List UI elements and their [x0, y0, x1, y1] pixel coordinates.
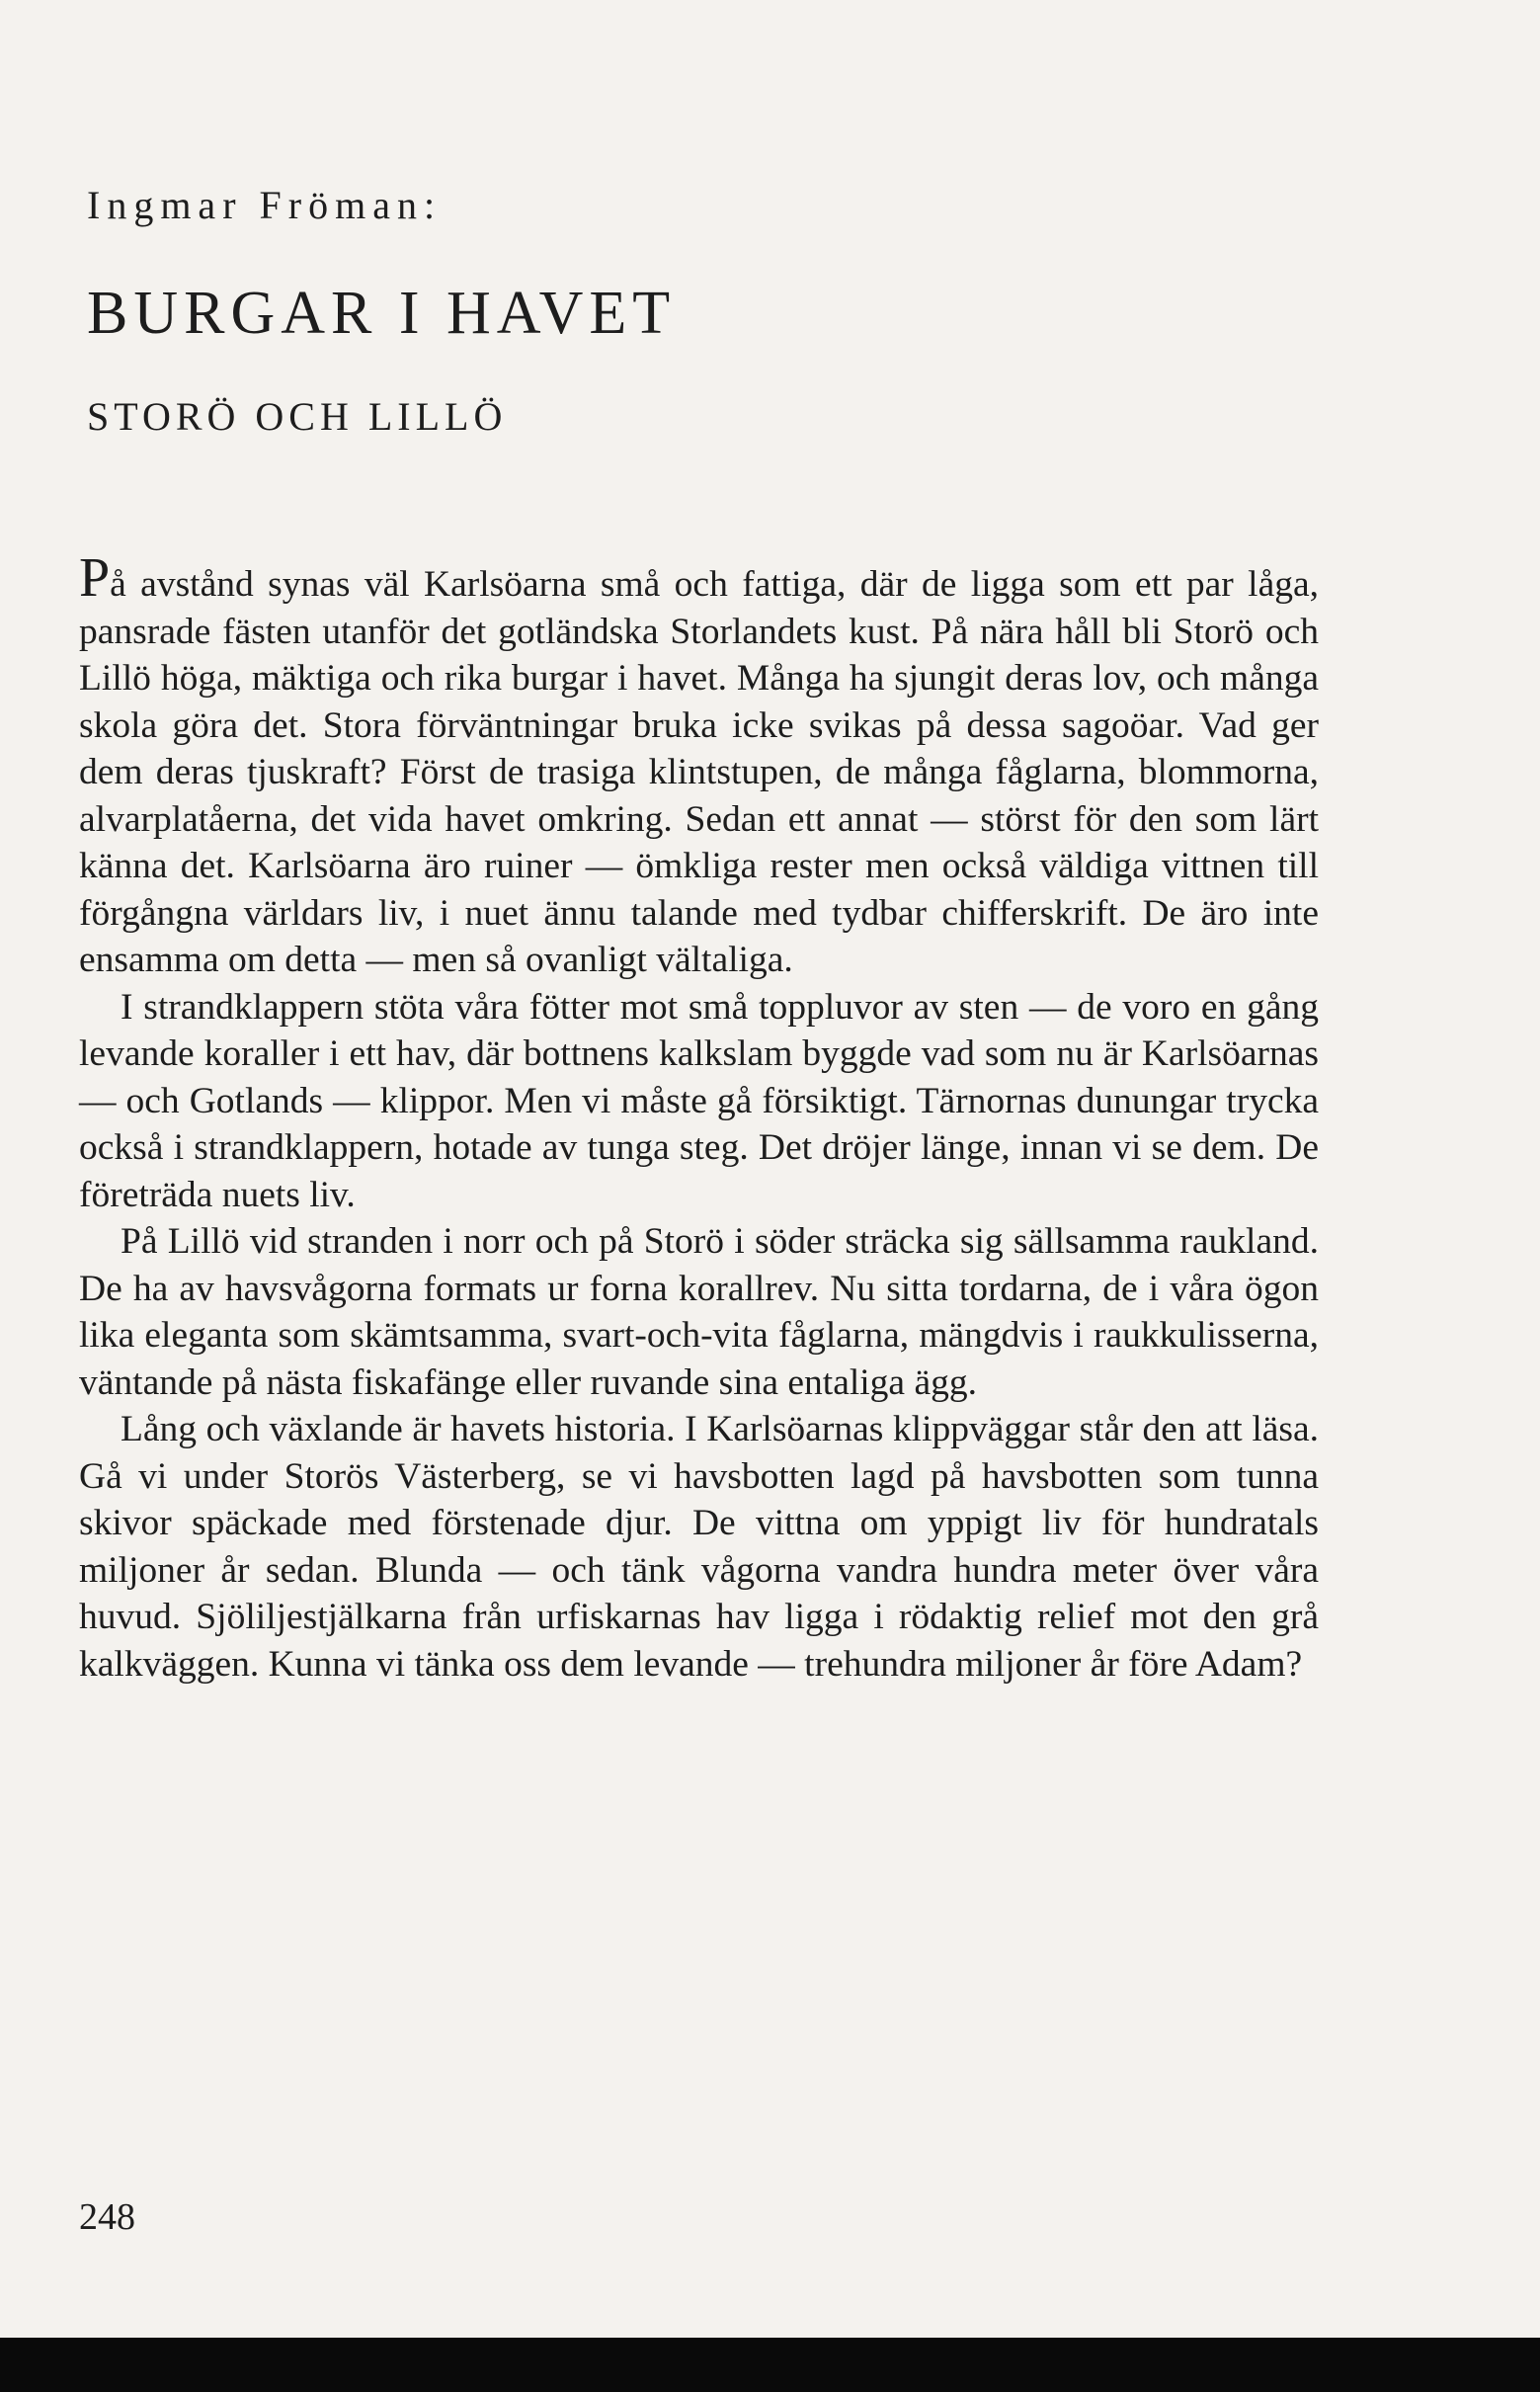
paragraph-1	[79, 547, 1319, 984]
paragraph-1-text: å avstånd synas väl Karlsöarna små och fattiga, där de ligga som ett par låga, pansrade fästen utanför det gotländska Storlandets kust. På nära håll bli Storö och Lillö höga, mäktiga och rika burgar i havet. Många ha sjungit deras lov, och många skola göra det. Stora förväntningar bruka icke svikas på dessa sagoöar. Vad ger dem deras tjuskraft? Först de trasiga klintstupen, de många fåglarna, blommorna, alvarplatåerna, det vida havet omkring. Sedan ett annat — störst för den som lärt känna det. Karlsöarna äro ruiner — ömkliga rester men också väldiga vittnen till förgångna världars liv, i nuet ännu talande med tydbar chifferskrift. De äro inte ensamma om detta — men så ovanligt vältaliga.	[79, 564, 1319, 980]
drop-cap: P	[79, 547, 111, 609]
paragraph-4: Lång och växlande är havets historia. I Karlsöarnas klippväggar står den att läsa. Gå vi under Storös Västerberg, se vi havsbotten lagd på havsbotten som tunna skivor späckade med förstenade djur. De vittna om yppigt liv för hundratals miljoner år sedan. Blunda — och tänk vågorna vandra hundra meter över våra huvud. Sjöliljestjälkarna från urfiskarnas hav ligga i rödaktig relief mot den grå kalkväggen. Kunna vi tänka oss dem levande — trehundra miljoner år före Adam?	[79, 1409, 1319, 1685]
paragraph-3: På Lillö vid stranden i norr och på Storö i söder sträcka sig sällsamma raukland. De ha av havsvågorna formats ur forna korallrev. Nu sitta tordarna, de i våra ögon lika eleganta som skämtsamma, svart-och-vita fåglarna, mängdvis i raukkulisserna, väntande på nästa fiskafänge eller ruvande sina entaliga ägg.	[79, 1221, 1319, 1403]
page-number: 248	[79, 2196, 135, 2238]
scan-bottom-edge	[0, 2338, 1540, 2392]
article-subtitle: STORÖ OCH LILLÖ	[87, 394, 508, 439]
paragraph-2: I strandklappern stöta våra fötter mot små toppluvor av sten — de voro en gång levande koraller i ett hav, där bottnens kalkslam byggde vad som nu är Karlsöarnas — och Gotlands — klippor. Men vi måste gå försiktigt. Tärnornas dunungar trycka också i strandklappern, hotade av tunga steg. Det dröjer länge, innan vi se dem. De företräda nuets liv.	[79, 986, 1319, 1215]
body-text	[79, 547, 1319, 1688]
author-line: Ingmar Fröman:	[87, 183, 443, 227]
article-title: BURGAR I HAVET	[87, 280, 677, 347]
